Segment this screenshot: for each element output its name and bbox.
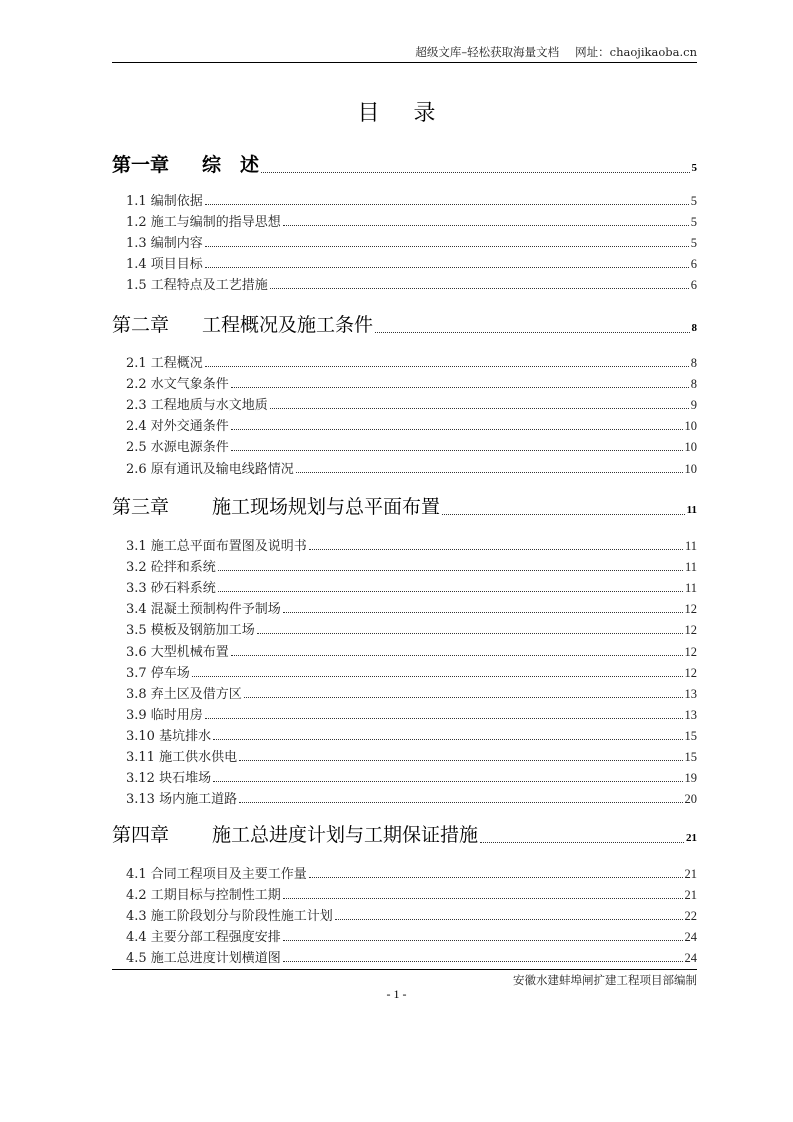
dot-leader [231, 387, 689, 388]
toc-section-entry[interactable] [126, 437, 697, 455]
dot-leader [283, 898, 683, 899]
section-page: 15 [684, 750, 697, 764]
chapter-label [112, 150, 259, 177]
toc-section-entry[interactable] [126, 191, 697, 209]
chapter-number: 第一章 [112, 154, 170, 176]
dot-leader [205, 267, 689, 268]
header-site-name: 超级文库–轻松获取海量文档 [415, 45, 560, 59]
dot-leader [309, 549, 683, 550]
section-label: 1.4 项目目标 [126, 257, 203, 273]
section-label: 4.1 合同工程项目及主要工作量 [126, 867, 307, 882]
toc-section-entry[interactable] [126, 927, 697, 945]
toc-section-entry[interactable] [126, 374, 697, 392]
chapter-page: 11 [686, 504, 697, 516]
section-page: 24 [684, 951, 697, 966]
section-label: 3.9 临时用房 [126, 707, 203, 723]
toc-section-entry[interactable] [126, 578, 697, 596]
toc-section-entry[interactable] [126, 885, 697, 903]
dot-leader [296, 472, 683, 473]
chapter-page: 21 [686, 832, 697, 844]
toc-section-entry[interactable] [126, 705, 697, 723]
section-label: 1.5 工程特点及工艺措施 [126, 278, 268, 294]
toc-title: 目录 [357, 101, 470, 126]
dot-leader [283, 612, 683, 613]
dot-leader [231, 429, 683, 430]
section-label: 3.12 块石堆场 [126, 771, 212, 787]
toc-section-entry[interactable] [126, 459, 697, 477]
toc-section-entry[interactable] [126, 684, 697, 702]
dot-leader [309, 877, 683, 878]
toc-section-entry[interactable] [126, 254, 697, 272]
section-page: 9 [690, 398, 697, 413]
section-label: 2.3 工程地质与水文地质 [126, 398, 268, 414]
dot-leader [192, 676, 683, 677]
dot-leader [270, 288, 689, 289]
section-page: 10 [684, 440, 697, 455]
section-page: 5 [690, 236, 697, 251]
dot-leader [335, 919, 683, 920]
dot-leader [213, 739, 682, 740]
section-label: 1.3 编制内容 [126, 236, 203, 252]
toc-section-entry[interactable] [126, 557, 697, 575]
toc-section-entry[interactable] [126, 212, 697, 230]
dot-leader [283, 225, 689, 226]
section-page: 20 [684, 792, 697, 807]
chapter-label [112, 820, 478, 847]
dot-leader [205, 246, 689, 247]
footer-divider [112, 969, 697, 970]
chapter-title: 施工现场规划与总平面布置 [212, 496, 441, 518]
dot-leader [257, 633, 683, 634]
toc-section-entry[interactable] [126, 536, 697, 554]
footer-org: 安徽水建蚌埠闸扩建工程项目部编制 [513, 973, 697, 987]
toc-section-entry[interactable] [126, 233, 697, 251]
header-url: 网址：chaojikaoba.cn [575, 45, 697, 59]
section-label: 3.8 弃土区及借方区 [126, 686, 242, 702]
section-page: 13 [684, 707, 697, 722]
section-page: 11 [684, 539, 697, 553]
section-page: 8 [690, 377, 697, 392]
section-page: 6 [690, 278, 697, 293]
section-page: 10 [684, 419, 697, 434]
dot-leader [205, 718, 683, 719]
section-label: 3.10 基坑排水 [126, 728, 212, 744]
section-label: 1.2 施工与编制的指导思想 [126, 215, 281, 231]
section-label: 2.4 对外交通条件 [126, 419, 229, 435]
chapter-page: 5 [691, 162, 697, 174]
section-label: 3.4 混凝土预制构件予制场 [126, 602, 281, 618]
chapter-number: 第三章 [112, 496, 170, 518]
dot-leader [231, 655, 683, 656]
toc-section-entry[interactable] [126, 642, 697, 660]
section-label: 2.2 水文气象条件 [126, 377, 229, 393]
section-page: 11 [684, 560, 697, 575]
section-label: 3.7 停车场 [126, 665, 190, 681]
section-label: 3.6 大型机械布置 [126, 644, 229, 660]
toc-chapter-entry[interactable] [112, 493, 697, 519]
dot-leader [239, 760, 682, 761]
section-label: 3.5 模板及钢筋加工场 [126, 623, 255, 639]
chapter-title: 综 述 [202, 154, 260, 176]
toc-section-entry[interactable] [126, 864, 697, 882]
section-label: 4.2 工期目标与控制性工期 [126, 888, 281, 904]
dot-leader [218, 570, 683, 571]
dot-leader [283, 940, 683, 941]
toc-section-entry[interactable] [126, 353, 697, 371]
page-number: - 1 - [386, 987, 407, 1001]
section-page: 10 [684, 461, 697, 476]
dot-leader [231, 450, 683, 451]
page-header [112, 44, 697, 60]
toc-section-entry[interactable] [126, 395, 697, 413]
section-label: 4.4 主要分部工程强度安排 [126, 930, 281, 946]
dot-leader [270, 408, 689, 409]
toc-chapter-entry[interactable] [112, 311, 697, 337]
toc-section-entry[interactable] [126, 948, 697, 966]
section-label: 3.1 施工总平面布置图及说明书 [126, 539, 307, 554]
toc-section-entry[interactable] [126, 599, 697, 617]
chapter-page: 8 [691, 322, 697, 334]
section-page: 6 [690, 257, 697, 272]
chapter-label [112, 492, 440, 519]
dot-leader [218, 591, 683, 592]
chapter-number: 第四章 [112, 824, 170, 846]
toc-chapter-entry[interactable] [112, 151, 697, 177]
toc-section-entry[interactable] [126, 726, 697, 744]
chapter-label [112, 310, 373, 337]
section-label: 2.6 原有通讯及输电线路情况 [126, 461, 294, 477]
section-page: 19 [684, 771, 697, 786]
chapter-title: 工程概况及施工条件 [202, 314, 374, 336]
header-divider [112, 62, 697, 63]
dot-leader [205, 204, 689, 205]
chapter-title: 施工总进度计划与工期保证措施 [212, 824, 479, 846]
dot-leader [261, 172, 689, 173]
section-page: 8 [690, 356, 697, 370]
dot-leader [239, 802, 682, 803]
section-page: 11 [684, 581, 697, 596]
section-page: 12 [684, 602, 697, 617]
section-page: 22 [684, 909, 697, 924]
dot-leader [283, 961, 683, 962]
section-label: 1.1 编制依据 [126, 194, 203, 209]
section-page: 12 [684, 665, 697, 680]
section-label: 4.5 施工总进度计划横道图 [126, 951, 281, 967]
dot-leader [244, 697, 683, 698]
toc-chapter-entry[interactable] [112, 821, 697, 847]
section-page: 12 [684, 623, 697, 638]
toc-section-entry[interactable] [126, 275, 697, 293]
chapter-number: 第二章 [112, 314, 170, 336]
dot-leader [213, 781, 682, 782]
toc-section-entry[interactable] [126, 789, 697, 807]
section-label: 3.2 砼拌和系统 [126, 560, 216, 576]
toc-section-entry[interactable] [126, 747, 697, 765]
dot-leader [442, 514, 685, 515]
section-label: 3.3 砂石料系统 [126, 581, 216, 597]
dot-leader [375, 332, 689, 333]
section-label: 2.1 工程概况 [126, 356, 203, 371]
toc-section-entry[interactable] [126, 663, 697, 681]
section-page: 15 [684, 728, 697, 743]
section-label: 3.13 场内施工道路 [126, 792, 238, 808]
section-page: 5 [690, 194, 697, 208]
toc-section-entry[interactable] [126, 768, 697, 786]
section-label: 2.5 水源电源条件 [126, 440, 229, 456]
section-page: 21 [684, 867, 697, 881]
toc-section-entry[interactable] [126, 906, 697, 924]
dot-leader [480, 842, 684, 843]
toc-section-entry[interactable] [126, 416, 697, 434]
toc-section-entry[interactable] [126, 620, 697, 638]
section-page: 5 [690, 215, 697, 230]
section-page: 21 [684, 888, 697, 903]
section-label: 3.11 施工供水供电 [126, 750, 238, 765]
section-page: 13 [684, 686, 697, 701]
section-page: 12 [684, 644, 697, 659]
section-label: 4.3 施工阶段划分与阶段性施工计划 [126, 909, 333, 925]
dot-leader [205, 366, 689, 367]
section-page: 24 [684, 930, 697, 945]
